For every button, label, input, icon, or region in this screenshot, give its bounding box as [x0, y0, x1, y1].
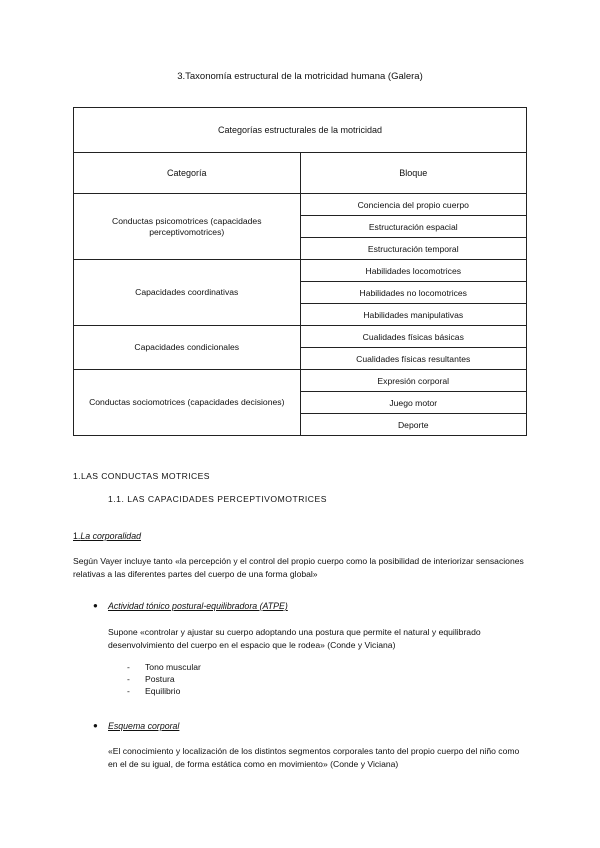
block-cell: Cualidades físicas básicas — [300, 326, 527, 348]
block-cell: Habilidades locomotrices — [300, 260, 527, 282]
bullet-icon: ● — [93, 721, 98, 730]
block-cell: Habilidades no locomotrices — [300, 282, 527, 304]
subsection-heading: 1.1. LAS CAPACIDADES PERCEPTIVOMOTRICES — [108, 494, 327, 504]
heading-number: 1. — [73, 531, 81, 541]
table-row — [74, 260, 527, 282]
block-cell: Habilidades manipulativas — [300, 304, 527, 326]
dash-icon: - — [127, 674, 130, 684]
category-cell — [74, 194, 301, 260]
category-cell: Capacidades condicionales — [74, 326, 301, 370]
corporalidad-heading — [73, 531, 141, 541]
category-cell: Capacidades coordinativas — [74, 260, 301, 326]
category-cell — [74, 370, 301, 436]
column-header-block: Bloque — [300, 153, 527, 194]
list-item: Postura — [145, 674, 175, 684]
document-title: 3.Taxonomía estructural de la motricidad humana (Galera) — [177, 71, 423, 82]
block-cell: Conciencia del propio cuerpo — [300, 194, 527, 216]
esquema-paragraph: «El conocimiento y localización de los distintos segmentos corporales tanto del propio cuerpo del niño como en el de su igual, de forma estática como en movimiento» (Conde y Viciana) — [108, 746, 520, 769]
dash-icon: - — [127, 686, 130, 696]
block-cell: Estructuración temporal — [300, 238, 527, 260]
table-row — [74, 326, 527, 348]
taxonomy-table — [73, 107, 527, 436]
table-caption: Categorías estructurales de la motricidad — [74, 108, 527, 153]
category-label: Conductas psicomotrices (capacidades perceptivomotrices) — [111, 215, 262, 237]
list-item: Tono muscular — [145, 662, 201, 672]
block-cell: Deporte — [300, 414, 527, 436]
dash-icon: - — [127, 662, 130, 672]
block-cell: Estructuración espacial — [300, 216, 527, 238]
list-item: Equilibrio — [145, 686, 181, 696]
section-heading: 1.LAS CONDUCTAS MOTRICES — [73, 471, 210, 481]
esquema-title: Esquema corporal — [108, 721, 180, 731]
heading-text: La corporalidad — [80, 531, 141, 541]
atpe-paragraph: Supone «controlar y ajustar su cuerpo adoptando una postura que permite el natural y equilibrado desenvolvimiento del cuerpo en el espacio que le rodea» (Conde y Viciana) — [108, 627, 481, 650]
bullet-icon: ● — [93, 601, 98, 610]
category-label: Conductas sociomotrices (capacidades decisiones) — [89, 397, 285, 407]
atpe-title: Actividad tónico postural-equilibradora (ATPE) — [108, 601, 288, 611]
corporalidad-paragraph: Según Vayer incluye tanto «la percepción y el control del propio cuerpo como la posibilidad de interiorizar sensaciones relativas a las diferentes partes del cuerpo de una forma global» — [73, 556, 524, 579]
block-cell: Cualidades físicas resultantes — [300, 348, 527, 370]
column-header-category: Categoría — [74, 153, 301, 194]
block-cell: Juego motor — [300, 392, 527, 414]
table-row — [74, 194, 527, 216]
table-row — [74, 370, 527, 392]
block-cell: Expresión corporal — [300, 370, 527, 392]
